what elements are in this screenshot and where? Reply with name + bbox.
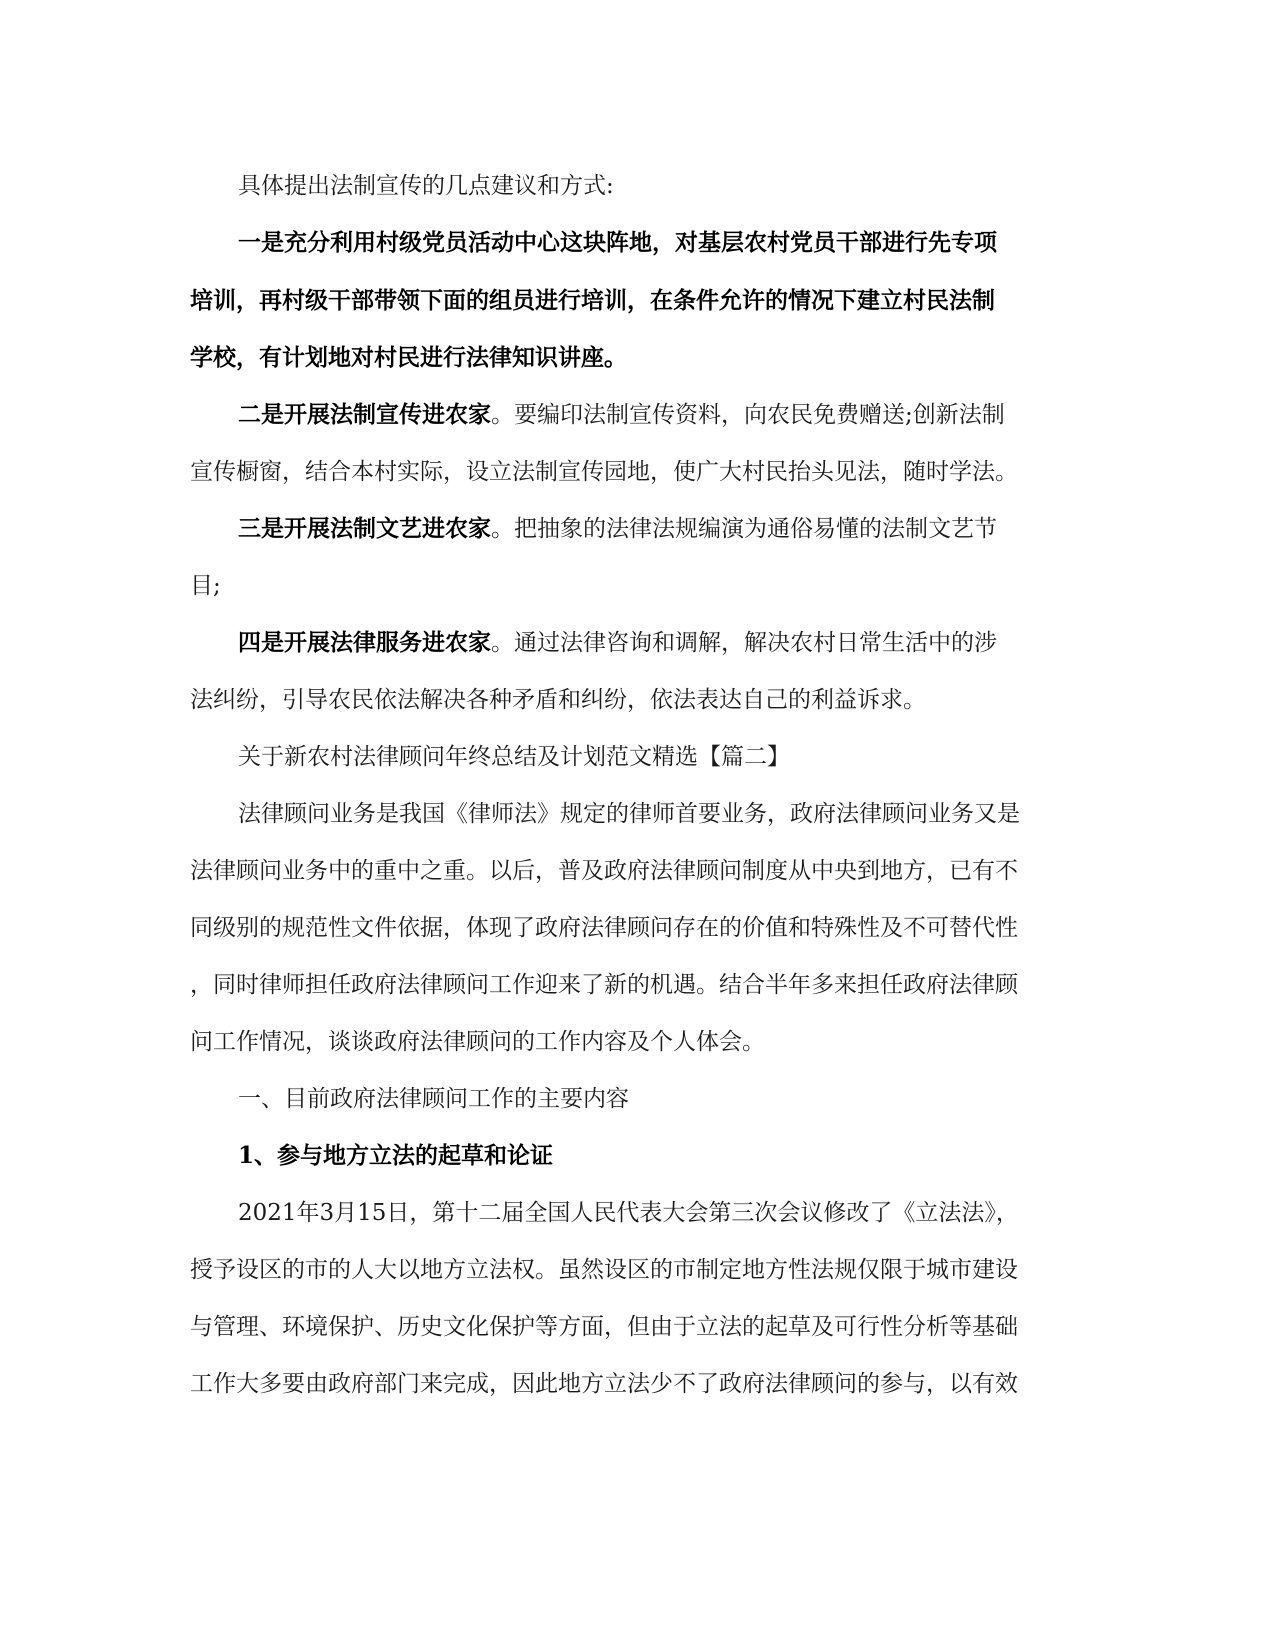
- point-2-text: 。要编印法制宣传资料，向农民免费赠送;创新法制: [491, 402, 1005, 428]
- paragraph-legislation-line-1: 2021年3月15日，第十二届全国人民代表大会第三次会议修改了《立法法》，: [238, 1200, 1019, 1226]
- paragraph-lawyer-line-3: 同级别的规范性文件依据，体现了政府法律顾问存在的价值和特殊性及不可替代性: [190, 915, 1018, 941]
- heading-main-content: 一、目前政府法律顾问工作的主要内容: [238, 1086, 629, 1112]
- paragraph-legislation-line-3: 与管理、环境保护、历史文化保护等方面，但由于立法的起草及可行性分析等基础: [190, 1314, 1018, 1340]
- paragraph-point-1-line-1: 一是充分利用村级党员活动中心这块阵地，对基层农村党员干部进行先专项: [238, 229, 997, 256]
- paragraph-point-4-line-1: [238, 628, 997, 658]
- paragraph-lawyer-line-2: 法律顾问业务中的重中之重。以后，普及政府法律顾问制度从中央到地方，已有不: [190, 858, 1018, 884]
- paragraph-point-3-line-1: [238, 514, 997, 544]
- section-title-part-2: 关于新农村法律顾问年终总结及计划范文精选【篇二】: [238, 744, 790, 770]
- heading-local-legislation: 1、参与地方立法的起草和论证: [238, 1142, 554, 1169]
- paragraph-lawyer-line-4: ，同时律师担任政府法律顾问工作迎来了新的机遇。结合半年多来担任政府法律顾: [190, 972, 1018, 998]
- paragraph-lawyer-line-5: 问工作情况，谈谈政府法律顾问的工作内容及个人体会。: [190, 1029, 765, 1055]
- point-3-lead: 三是开展法制文艺进农家: [238, 515, 491, 542]
- paragraph-point-1-line-2: 培训，再村级干部带领下面的组员进行培训，在条件允许的情况下建立村民法制: [190, 287, 995, 314]
- paragraph-legislation-line-2: 授予设区的市的人大以地方立法权。虽然设区的市制定地方性法规仅限于城市建设: [190, 1257, 1018, 1283]
- point-3-text: 。把抽象的法律法规编演为通俗易懂的法制文艺节: [491, 516, 997, 542]
- paragraph-point-1-line-3: 学校，有计划地对村民进行法律知识讲座。: [190, 344, 627, 371]
- paragraph-lawyer-line-1: 法律顾问业务是我国《律师法》规定的律师首要业务，政府法律顾问业务又是: [238, 801, 1020, 827]
- paragraph-legislation-line-4: 工作大多要由政府部门来完成，因此地方立法少不了政府法律顾问的参与，以有效: [190, 1371, 1018, 1397]
- paragraph-point-4-line-2: 法纠纷，引导农民依法解决各种矛盾和纠纷，依法表达自己的利益诉求。: [190, 687, 926, 713]
- point-4-lead: 四是开展法律服务进农家: [238, 629, 491, 656]
- paragraph-intro: 具体提出法制宣传的几点建议和方式:: [238, 173, 614, 199]
- point-2-lead: 二是开展法制宣传进农家: [238, 401, 491, 428]
- paragraph-point-2-line-1: [238, 400, 1005, 430]
- paragraph-point-3-line-2: 目;: [190, 573, 221, 599]
- paragraph-point-2-line-2: 宣传橱窗，结合本村实际，设立法制宣传园地，使广大村民抬头见法，随时学法。: [190, 459, 1018, 485]
- point-4-text: 。通过法律咨询和调解，解决农村日常生活中的涉: [491, 630, 997, 656]
